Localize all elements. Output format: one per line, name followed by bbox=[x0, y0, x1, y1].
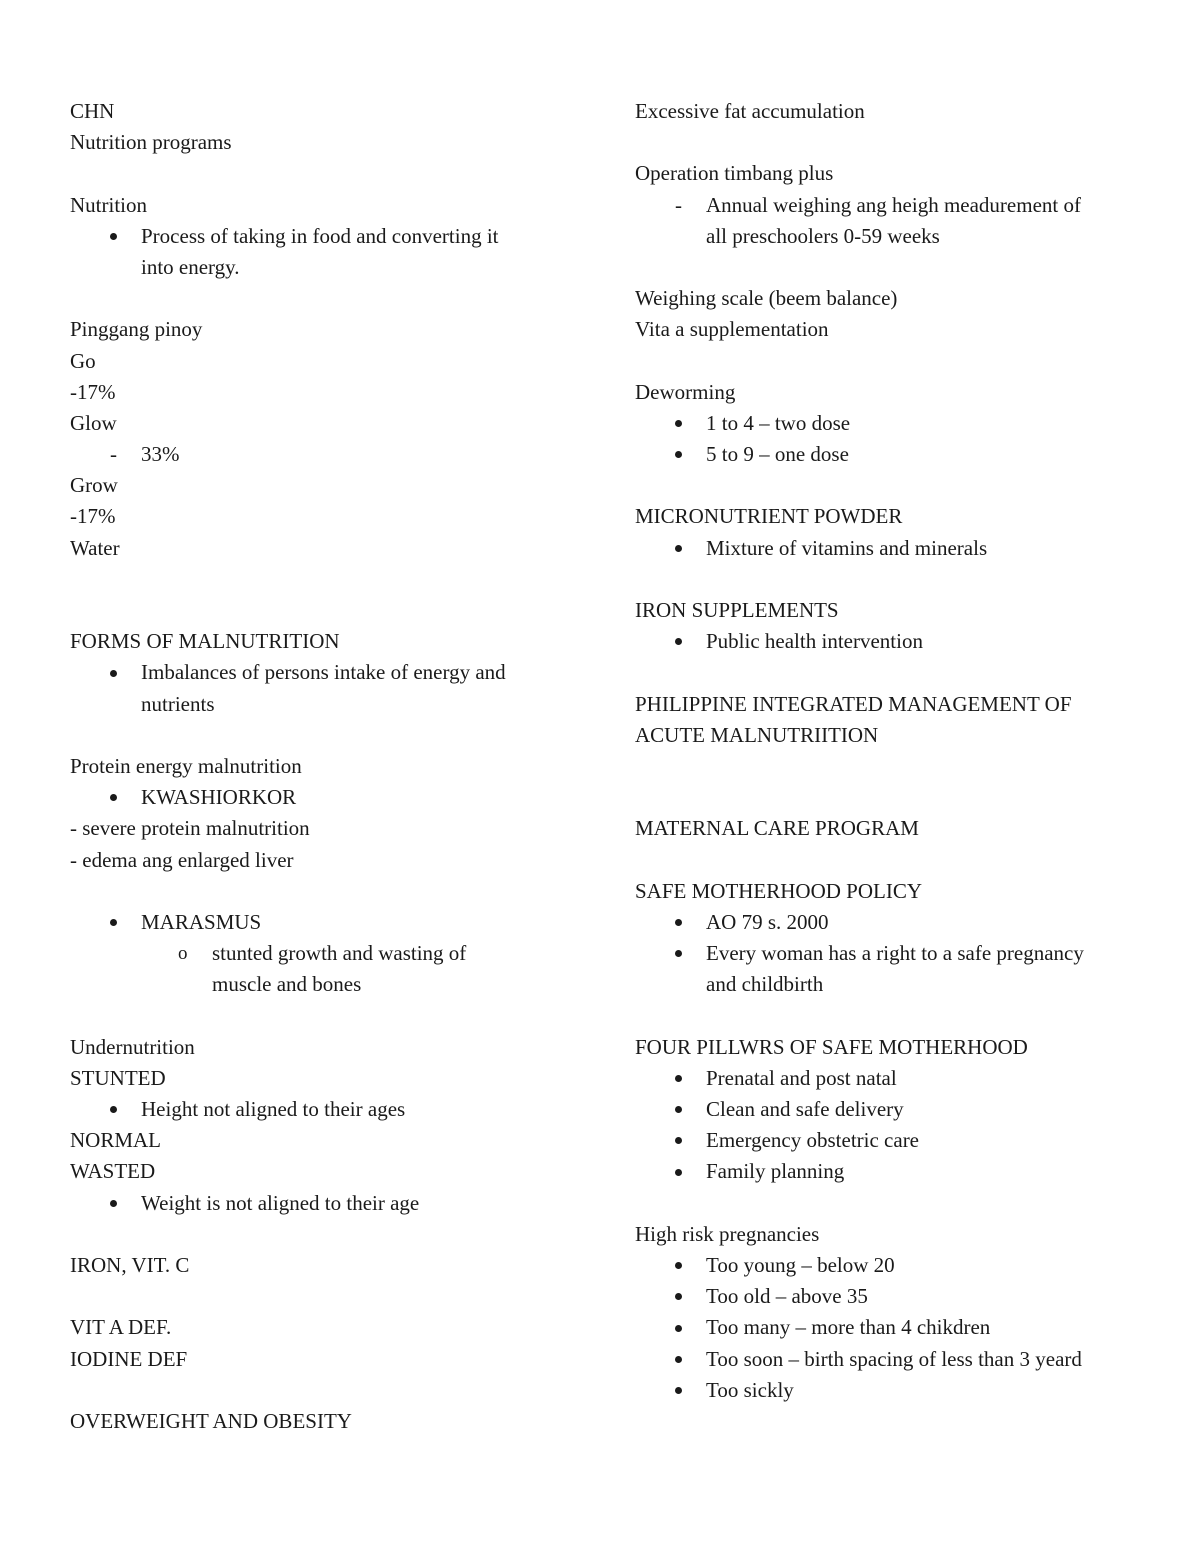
bullet-dot-icon bbox=[675, 907, 682, 938]
bullet-dot-icon bbox=[675, 1063, 682, 1094]
line-text: Too soon – birth spacing of less than 3 yeard bbox=[706, 1346, 1082, 1371]
line-text: AO 79 s. 2000 bbox=[706, 909, 829, 934]
blank-line bbox=[635, 845, 1155, 876]
text-line bbox=[70, 1250, 570, 1281]
bullet-dot-icon bbox=[110, 657, 117, 688]
bullet-dot-icon bbox=[675, 1281, 682, 1312]
bullet-item bbox=[635, 1344, 1155, 1375]
text-line bbox=[70, 470, 570, 501]
line-text: Too many – more than 4 chikdren bbox=[706, 1315, 991, 1340]
bullet-dot-icon bbox=[675, 1125, 682, 1156]
bullet-dot-icon bbox=[675, 1312, 682, 1343]
sub-item-continuation bbox=[70, 969, 570, 1000]
bullet-item bbox=[635, 439, 1155, 470]
line-text: FOUR PILLWRS OF SAFE MOTHERHOOD bbox=[635, 1034, 1028, 1059]
blank-line bbox=[70, 1219, 570, 1250]
blank-line bbox=[70, 876, 570, 907]
line-text: MATERNAL CARE PROGRAM bbox=[635, 816, 919, 841]
blank-line bbox=[635, 252, 1155, 283]
bullet-item bbox=[70, 1188, 570, 1219]
line-text: Every woman has a right to a safe pregnancy bbox=[706, 941, 1084, 966]
line-text: High risk pregnancies bbox=[635, 1221, 820, 1246]
text-line bbox=[70, 1312, 570, 1343]
line-text: Too young – below 20 bbox=[706, 1252, 895, 1277]
bullet-item bbox=[635, 1125, 1155, 1156]
text-line bbox=[70, 501, 570, 532]
line-text: Emergency obstetric care bbox=[706, 1128, 920, 1153]
line-text: Water bbox=[70, 535, 120, 560]
line-text: Weighing scale (beem balance) bbox=[635, 286, 898, 311]
bullet-item bbox=[635, 907, 1155, 938]
line-text: muscle and bones bbox=[212, 972, 362, 997]
text-line bbox=[70, 1344, 570, 1375]
bullet-dot-icon bbox=[675, 938, 682, 969]
bullet-item bbox=[635, 1094, 1155, 1125]
line-text: OVERWEIGHT AND OBESITY bbox=[70, 1408, 352, 1433]
bullet-item bbox=[70, 657, 570, 688]
line-text: PHILIPPINE INTEGRATED MANAGEMENT OF bbox=[635, 691, 1072, 716]
blank-line bbox=[70, 720, 570, 751]
line-text: Public health intervention bbox=[706, 629, 923, 654]
line-text: - edema ang enlarged liver bbox=[70, 847, 294, 872]
item-continuation bbox=[635, 221, 1155, 252]
line-text: - severe protein malnutrition bbox=[70, 816, 310, 841]
blank-line bbox=[635, 782, 1155, 813]
blank-line bbox=[635, 751, 1155, 782]
bullet-item bbox=[635, 533, 1155, 564]
bullet-dot-icon bbox=[110, 907, 117, 938]
item-continuation bbox=[70, 252, 570, 283]
blank-line bbox=[70, 283, 570, 314]
line-text: Weight is not aligned to their age bbox=[141, 1190, 420, 1215]
line-text: Too sickly bbox=[706, 1377, 794, 1402]
blank-line bbox=[635, 1188, 1155, 1219]
blank-line bbox=[70, 158, 570, 189]
line-text: Undernutrition bbox=[70, 1034, 195, 1059]
line-text: MARASMUS bbox=[141, 909, 262, 934]
line-text: Clean and safe delivery bbox=[706, 1097, 904, 1121]
sub-bullet-item bbox=[70, 938, 570, 969]
bullet-item bbox=[635, 408, 1155, 439]
line-text: MICRONUTRIENT POWDER bbox=[635, 504, 903, 529]
text-line bbox=[70, 626, 570, 657]
dash-icon: - bbox=[110, 442, 117, 467]
bullet-item bbox=[70, 907, 570, 938]
line-text: Pinggang pinoy bbox=[70, 317, 203, 342]
line-text: 5 to 9 – one dose bbox=[706, 442, 849, 467]
line-text: Glow bbox=[70, 410, 117, 435]
bullet-dot-icon bbox=[675, 408, 682, 439]
blank-line bbox=[70, 1375, 570, 1406]
text-line bbox=[70, 1156, 570, 1187]
bullet-item bbox=[635, 1250, 1155, 1281]
line-text: Prenatal and post natal bbox=[706, 1065, 897, 1090]
line-text: Operation timbang plus bbox=[635, 161, 834, 186]
text-line bbox=[70, 377, 570, 408]
text-line bbox=[70, 1125, 570, 1156]
text-line bbox=[70, 314, 570, 345]
bullet-dot-icon bbox=[675, 1250, 682, 1281]
line-text: Height not aligned to their ages bbox=[141, 1097, 406, 1121]
dash-icon: - bbox=[675, 192, 682, 217]
line-text: nutrients bbox=[141, 691, 215, 716]
blank-line bbox=[635, 470, 1155, 501]
line-text: -17% bbox=[70, 379, 116, 404]
line-text: IRON, VIT. C bbox=[70, 1252, 190, 1277]
blank-line bbox=[635, 564, 1155, 595]
text-line bbox=[635, 377, 1155, 408]
bullet-item bbox=[70, 1094, 570, 1125]
blank-line bbox=[635, 1000, 1155, 1031]
bullet-dot-icon bbox=[675, 626, 682, 657]
bullet-dot-icon bbox=[110, 221, 117, 252]
text-line bbox=[70, 346, 570, 377]
text-line bbox=[70, 813, 570, 844]
text-line bbox=[635, 96, 1155, 127]
text-line bbox=[635, 283, 1155, 314]
circle-bullet-icon: o bbox=[178, 943, 188, 965]
blank-line bbox=[635, 127, 1155, 158]
line-text: WASTED bbox=[70, 1159, 156, 1184]
text-line bbox=[635, 595, 1155, 626]
line-text: and childbirth bbox=[706, 972, 824, 997]
blank-line bbox=[70, 1000, 570, 1031]
text-line bbox=[635, 158, 1155, 189]
bullet-item bbox=[635, 626, 1155, 657]
line-text: VIT A DEF. bbox=[70, 1315, 172, 1340]
blank-line bbox=[70, 595, 570, 626]
text-line bbox=[70, 96, 570, 127]
line-text: Family planning bbox=[706, 1159, 845, 1184]
line-text: Process of taking in food and converting it bbox=[141, 223, 499, 248]
line-text: FORMS OF MALNUTRITION bbox=[70, 629, 340, 654]
line-text: Mixture of vitamins and minerals bbox=[706, 535, 988, 560]
right-column bbox=[635, 96, 1155, 1406]
line-text: IODINE DEF bbox=[70, 1346, 188, 1371]
left-column bbox=[70, 96, 570, 1437]
bullet-item bbox=[635, 1312, 1155, 1343]
line-text: CHN bbox=[70, 99, 115, 123]
line-text: Excessive fat accumulation bbox=[635, 99, 865, 123]
line-text: SAFE MOTHERHOOD POLICY bbox=[635, 878, 923, 903]
text-line bbox=[635, 876, 1155, 907]
bullet-dot-icon bbox=[110, 782, 117, 813]
line-text: -17% bbox=[70, 504, 116, 529]
dash-item bbox=[70, 439, 570, 470]
text-line bbox=[70, 533, 570, 564]
text-line bbox=[70, 845, 570, 876]
bullet-item bbox=[635, 1063, 1155, 1094]
text-line bbox=[635, 314, 1155, 345]
bullet-dot-icon bbox=[675, 1344, 682, 1375]
text-line bbox=[635, 1032, 1155, 1063]
text-line bbox=[635, 689, 1155, 720]
line-text: ACUTE MALNUTRIITION bbox=[635, 722, 879, 747]
line-text: Grow bbox=[70, 473, 118, 498]
bullet-item bbox=[70, 782, 570, 813]
line-text: NORMAL bbox=[70, 1128, 162, 1153]
line-text: all preschoolers 0-59 weeks bbox=[706, 223, 940, 248]
line-text: Nutrition bbox=[70, 192, 147, 217]
text-line bbox=[70, 1032, 570, 1063]
line-text: 1 to 4 – two dose bbox=[706, 410, 851, 435]
blank-line bbox=[70, 1281, 570, 1312]
bullet-item bbox=[635, 1156, 1155, 1187]
bullet-item bbox=[635, 1375, 1155, 1406]
blank-line bbox=[635, 346, 1155, 377]
line-text: Protein energy malnutrition bbox=[70, 753, 302, 778]
line-text: 33% bbox=[141, 442, 180, 467]
text-line bbox=[635, 813, 1155, 844]
text-line bbox=[70, 1063, 570, 1094]
line-text: Nutrition programs bbox=[70, 130, 232, 155]
text-line bbox=[70, 190, 570, 221]
bullet-dot-icon bbox=[110, 1188, 117, 1219]
line-text: Annual weighing ang heigh meadurement of bbox=[706, 192, 1081, 217]
text-line bbox=[70, 751, 570, 782]
text-line bbox=[70, 127, 570, 158]
line-text: Imbalances of persons intake of energy and bbox=[141, 660, 506, 685]
bullet-dot-icon bbox=[675, 1375, 682, 1406]
line-text: Go bbox=[70, 348, 96, 373]
text-line bbox=[635, 1219, 1155, 1250]
bullet-dot-icon bbox=[675, 1156, 682, 1187]
line-text: into energy. bbox=[141, 254, 240, 279]
line-text: Deworming bbox=[635, 379, 736, 404]
bullet-item bbox=[635, 1281, 1155, 1312]
text-line bbox=[635, 720, 1155, 751]
blank-line bbox=[635, 657, 1155, 688]
line-text: Vita a supplementation bbox=[635, 317, 829, 342]
line-text: Too old – above 35 bbox=[706, 1284, 868, 1309]
bullet-dot-icon bbox=[110, 1094, 117, 1125]
blank-line bbox=[70, 564, 570, 595]
text-line bbox=[635, 501, 1155, 532]
item-continuation bbox=[70, 689, 570, 720]
text-line bbox=[70, 1406, 570, 1437]
item-continuation bbox=[635, 969, 1155, 1000]
line-text: stunted growth and wasting of bbox=[212, 941, 467, 966]
dash-item bbox=[635, 190, 1155, 221]
bullet-dot-icon bbox=[675, 439, 682, 470]
bullet-dot-icon bbox=[675, 1094, 682, 1125]
bullet-item bbox=[70, 221, 570, 252]
bullet-dot-icon bbox=[675, 533, 682, 564]
bullet-item bbox=[635, 938, 1155, 969]
text-line bbox=[70, 408, 570, 439]
line-text: IRON SUPPLEMENTS bbox=[635, 598, 839, 622]
line-text: KWASHIORKOR bbox=[141, 785, 297, 810]
line-text: STUNTED bbox=[70, 1065, 166, 1090]
